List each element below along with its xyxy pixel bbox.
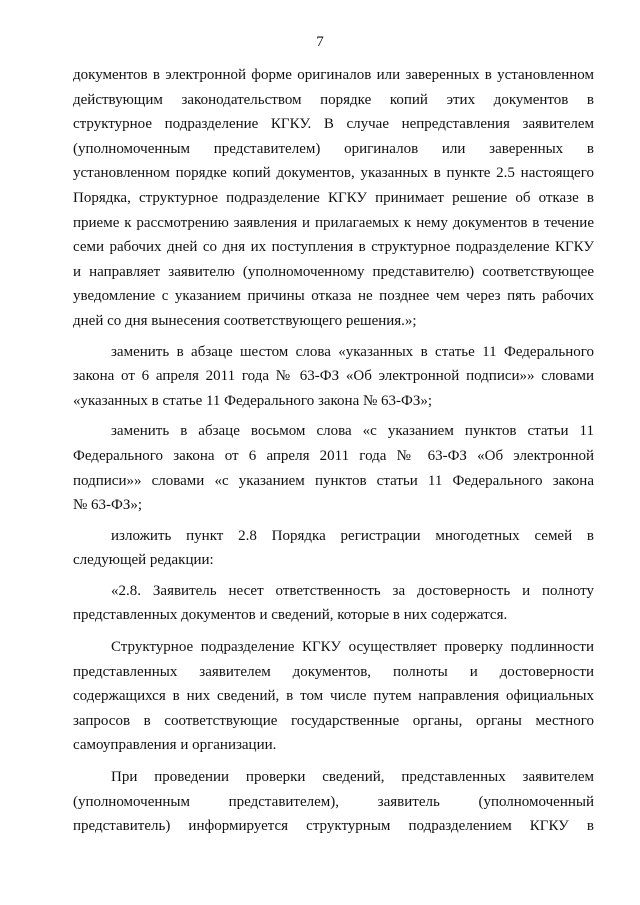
paragraph-replace-eighth: [73, 419, 594, 517]
text-line: самоуправления и организации.: [73, 737, 277, 754]
text-line: запросов в соответствующие государственные органы, органы местного: [73, 712, 594, 729]
text-line: представленных документов и сведений, которые в них содержатся.: [73, 607, 508, 624]
text-line: Структурное подразделение КГКУ осуществляет проверку подлинности: [111, 639, 594, 656]
paragraph-replace-sixth: [73, 340, 594, 414]
text-line: заменить в абзаце шестом слова «указанных в статье 11 Федерального: [111, 343, 594, 360]
text-line: уведомление с указанием причины отказа не позднее чем через пять рабочих: [73, 288, 594, 305]
text-line: (уполномоченным представителем), заявитель (уполномоченный: [73, 793, 594, 810]
text-line: представитель) информируется структурным подразделением КГКУ в: [73, 818, 594, 835]
page-number: 7: [316, 34, 324, 50]
text-line: При проведении проверки сведений, представленных заявителем: [111, 769, 594, 786]
document-body: [73, 63, 594, 839]
text-line: структурное подразделение КГКУ. В случае непредставления заявителем: [73, 116, 594, 133]
text-line: № 63-ФЗ»;: [73, 497, 143, 514]
text-line: «2.8. Заявитель несет ответственность за достоверность и полноту: [111, 582, 594, 599]
text-line: содержащихся в них сведений, в том числе путем направления официальных: [73, 688, 594, 705]
paragraph-verification: [73, 635, 594, 758]
text-line: (уполномоченным представителем) оригиналов или заверенных в: [73, 140, 594, 157]
text-line: установленном порядке копий документов, указанных в пункте 2.5 настоящего: [73, 165, 594, 182]
text-line: следующей редакции:: [73, 552, 214, 569]
text-line: заменить в абзаце восьмом слова «с указанием пунктов статьи 11: [111, 423, 594, 440]
text-line: дней со дня вынесения соответствующего решения.»;: [73, 312, 417, 329]
paragraph-continuation: [73, 63, 594, 334]
text-line: представленных заявителем документов, полноты и достоверности: [73, 663, 594, 680]
paragraph-restate-2-8: [73, 524, 594, 573]
text-line: семи рабочих дней со дня их поступления в структурное подразделение КГКУ: [73, 239, 594, 256]
text-line: закона от 6 апреля 2011 года № 63-ФЗ «Об электронной подписи»» словами: [73, 368, 594, 385]
text-line: Порядка, структурное подразделение КГКУ принимает решение об отказе в: [73, 189, 594, 206]
text-line: приеме к рассмотрению заявления и прилагаемых к нему документов в течение: [73, 214, 594, 231]
text-line: «указанных в статье 11 Федерального закона № 63-ФЗ»;: [73, 392, 433, 409]
text-line: действующим законодательством порядке копий этих документов в: [73, 91, 594, 108]
text-line: подписи»» словами «с указанием пунктов статьи 11 Федерального закона: [73, 472, 594, 489]
text-line: документов в электронной форме оригиналов или заверенных в установленном: [73, 67, 594, 83]
paragraph-informing: [73, 765, 594, 839]
text-line: и направляет заявителю (уполномоченному представителю) соответствующее: [73, 263, 594, 280]
text-line: Федерального закона от 6 апреля 2011 года № 63-ФЗ «Об электронной: [73, 447, 594, 464]
text-line: изложить пункт 2.8 Порядка регистрации многодетных семей в: [111, 527, 594, 544]
paragraph-clause-2-8: [73, 579, 594, 628]
